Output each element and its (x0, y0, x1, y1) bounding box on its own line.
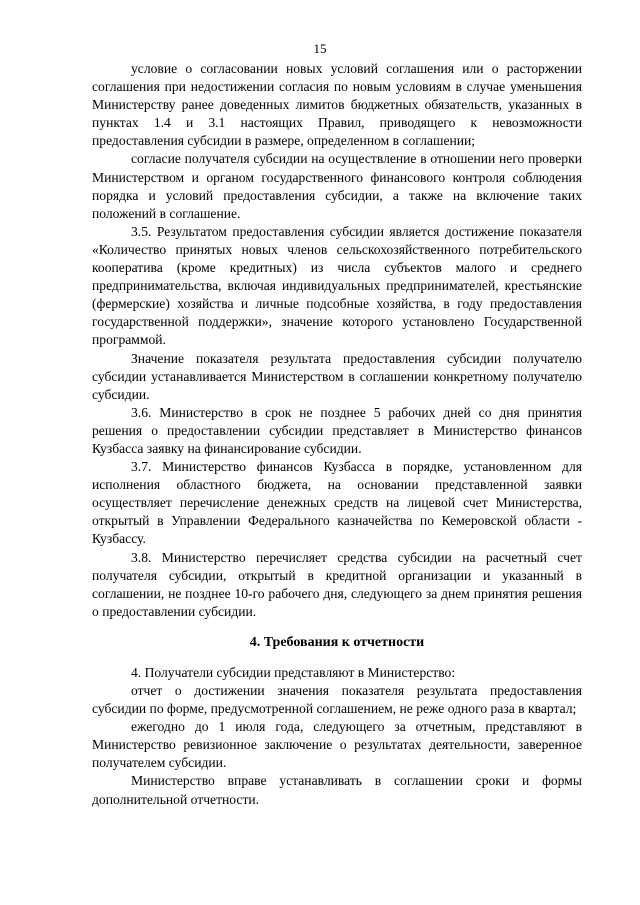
paragraph-3-7: 3.7. Министерство финансов Кузбасса в порядке, установленном для исполнения областного бюджета, на основании представленной заявки осуществляет перечисление денежных средств на лицевой счет Министерства, открытый в Управлении Федерального казначейства по Кемеровской области - Кузбассу. (92, 459, 582, 547)
paragraph-report-quarterly: отчет о достижении значения показателя результата предоставления субсидии по форме, предусмотренной соглашением, не реже одного раза в квартал; (92, 683, 582, 717)
document-body (92, 60, 582, 809)
paragraph-consent-audit: согласие получателя субсидии на осуществление в отношении него проверки Министерством и органом государственного финансового контроля соблюдения порядка и условий предоставления субсидии, а также на включение таких положений в соглашение. (92, 151, 582, 221)
paragraph-4: 4. Получатели субсидии представляют в Министерство: (131, 664, 456, 680)
paragraph-3-8: 3.8. Министерство перечисляет средства субсидии на расчетный счет получателя субсидии, открытый в кредитной организации и указанный в соглашении, не позднее 10-го рабочего дня, следующего за днем принятия решения о предоставлении субсидии. (92, 549, 582, 619)
page-number: 15 (313, 41, 327, 56)
paragraph-condition-renegotiation: условие о согласовании новых условий соглашения или о расторжении соглашения при недостижении согласия по новым условиям в случае уменьшения Министерству ранее доведенных лимитов бюджетных обязательств, указанных в пунктах 1.4 и 3.1 настоящих Правил, приводящего к невозможности предоставления субсидии в размере, определенном в соглашении; (92, 61, 582, 149)
paragraph-additional-reporting: Министерство вправе устанавливать в соглашении сроки и формы дополнительной отчетности. (92, 773, 582, 807)
paragraph-3-5: 3.5. Результатом предоставления субсидии является достижение показателя «Количество принятых новых членов сельскохозяйственного потребительского кооператива (кроме кредитных) из числа субъектов малого и среднего предпринимательства, включая индивидуальных предпринимателей, крестьянские (фермерские) хозяйства и личные подсобные хозяйства, в году предоставления государственной поддержки», значение которого установлено Государственной программой. (92, 223, 582, 348)
paragraph-audit-annual: ежегодно до 1 июля года, следующего за отчетным, представляют в Министерство ревизионное заключение о результатах деятельности, заверенное получателем субсидии. (92, 719, 582, 771)
paragraph-indicator-value: Значение показателя результата предоставления субсидии получателю субсидии устанавливается Министерством в соглашении конкретному получателю субсидии. (92, 350, 582, 402)
section-heading: 4. Требования к отчетности (249, 634, 425, 650)
paragraph-3-6: 3.6. Министерство в срок не позднее 5 рабочих дней со дня принятия решения о предоставлении субсидии представляет в Министерство финансов Кузбасса заявку на финансирование субсидии. (92, 404, 582, 456)
